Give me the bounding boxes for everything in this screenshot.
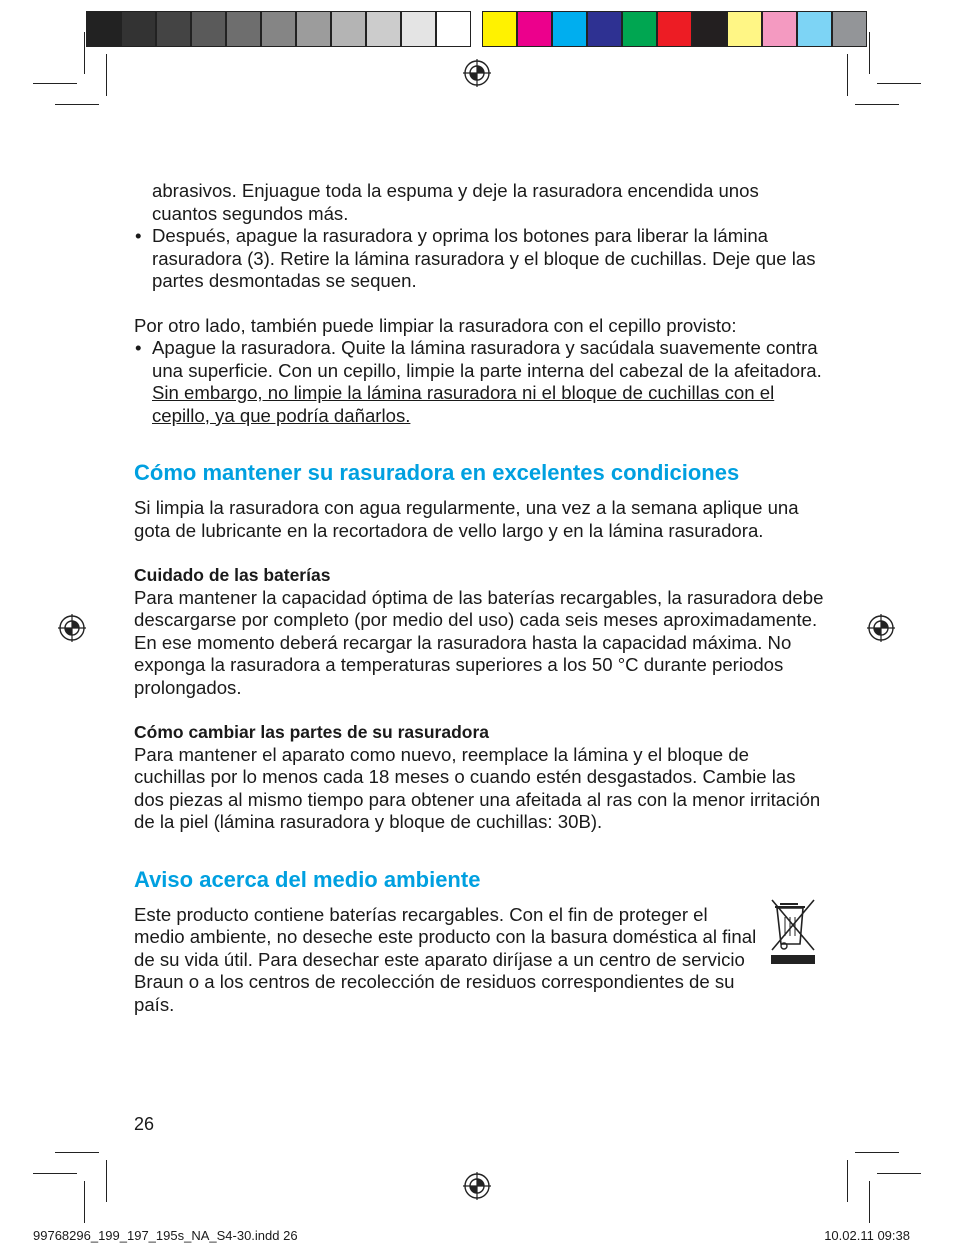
registration-mark-icon	[58, 614, 86, 642]
bullet-dry-parts: • Después, apague la rasuradora y oprima los botones para liberar la lámina rasuradora (3). Retire la lámina rasuradora y el bloque de cuchillas. Deje que las partes desmontadas se sequen.	[134, 225, 824, 293]
crop-mark	[55, 104, 99, 105]
crop-mark	[855, 1152, 899, 1153]
footer-date: 10.02.11 09:38	[824, 1228, 910, 1243]
registration-mark-icon	[463, 59, 491, 87]
color-swatch	[762, 11, 797, 47]
crop-mark	[55, 1152, 99, 1153]
crop-mark	[106, 54, 107, 96]
color-swatch	[692, 11, 727, 47]
color-swatch	[121, 11, 156, 47]
color-swatch	[401, 11, 436, 47]
color-swatch	[517, 11, 552, 47]
color-swatch	[482, 11, 517, 47]
color-swatch	[657, 11, 692, 47]
crop-mark	[106, 1160, 107, 1202]
bullet-brush-cleaning	[134, 337, 824, 427]
crop-mark	[84, 1181, 85, 1223]
color-swatch	[261, 11, 296, 47]
crossed-out-wheelie-bin-icon	[770, 898, 816, 966]
color-swatch	[191, 11, 226, 47]
subheading-battery-care: Cuidado de las baterías	[134, 565, 331, 585]
heading-maintenance: Cómo mantener su rasuradora en excelentes condiciones	[134, 460, 740, 485]
page-content	[134, 180, 824, 1016]
crop-mark	[847, 54, 848, 96]
crop-mark	[877, 1173, 921, 1174]
crop-mark	[84, 32, 85, 74]
paragraph-lubrication: Si limpia la rasuradora con agua regularmente, una vez a la semana aplique una gota de lubricante en la recortadora de vello largo y en la lámina rasuradora.	[134, 497, 799, 541]
page-number: 26	[134, 1114, 155, 1134]
crop-mark	[855, 104, 899, 105]
color-swatch	[727, 11, 762, 47]
environment-section	[134, 904, 824, 1017]
crop-mark	[877, 83, 921, 84]
crop-mark	[33, 83, 77, 84]
color-swatch	[622, 11, 657, 47]
subheading-replace-parts: Cómo cambiar las partes de su rasuradora	[134, 722, 489, 742]
crop-mark	[869, 1181, 870, 1223]
color-swatch	[832, 11, 867, 47]
brush-warning-text: Sin embargo, no limpie la lámina rasuradora ni el bloque de cuchillas con el cepillo, ya que podría dañarlos.	[152, 382, 775, 426]
color-swatch	[226, 11, 261, 47]
crop-mark	[847, 1160, 848, 1202]
paragraph-brush-intro: Por otro lado, también puede limpiar la rasuradora con el cepillo provisto:	[134, 314, 737, 336]
color-calibration-strip	[482, 11, 867, 47]
registration-mark-icon	[867, 614, 895, 642]
registration-mark-icon	[463, 1172, 491, 1200]
crop-mark	[869, 32, 870, 74]
gray-calibration-strip	[86, 11, 471, 47]
footer-filename: 99768296_199_197_195s_NA_S4-30.indd 26	[33, 1228, 298, 1243]
paragraph-rinse: abrasivos. Enjuague toda la espuma y deje la rasuradora encendida unos cuantos segundos más.	[152, 180, 759, 224]
color-swatch	[331, 11, 366, 47]
paragraph-replace-parts: Para mantener el aparato como nuevo, reemplace la lámina y el bloque de cuchillas por lo menos cada 18 meses o cuando estén desgastados. Cambie las dos piezas al mismo tiempo para obtener una afeitada al ras con la menor irritación de la piel (lámina rasuradora y bloque de cuchillas: 30B).	[134, 743, 821, 832]
paragraph-environment: Este producto contiene baterías recargables. Con el fin de proteger el medio ambiente, no deseche este producto con la basura doméstica al final de su vida útil. Para desechar este aparato diríjase a un centro de servicio Braun o a los centros de recolección de residuos correspondientes de su país.	[134, 903, 757, 1015]
color-swatch	[156, 11, 191, 47]
crop-mark	[33, 1173, 77, 1174]
paragraph-battery-care: Para mantener la capacidad óptima de las baterías recargables, la rasuradora debe descargarse por completo (por medio del uso) cada seis meses aproximadamente. En ese momento deberá recargar la rasuradora hasta la capacidad máxima. No exponga la rasuradora a temperaturas superiores a los 50 °C durante periodos prolongados.	[134, 586, 824, 698]
heading-environment: Aviso acerca del medio ambiente	[134, 866, 481, 892]
color-swatch	[296, 11, 331, 47]
color-swatch	[86, 11, 121, 47]
color-swatch	[587, 11, 622, 47]
color-swatch	[366, 11, 401, 47]
bullet-brush-text: Apague la rasuradora. Quite la lámina rasuradora y sacúdala suavemente contra una superficie. Con un cepillo, limpie la parte interna del cabezal de la afeitadora.	[152, 337, 822, 381]
color-swatch	[552, 11, 587, 47]
color-swatch	[797, 11, 832, 47]
color-swatch	[436, 11, 471, 47]
